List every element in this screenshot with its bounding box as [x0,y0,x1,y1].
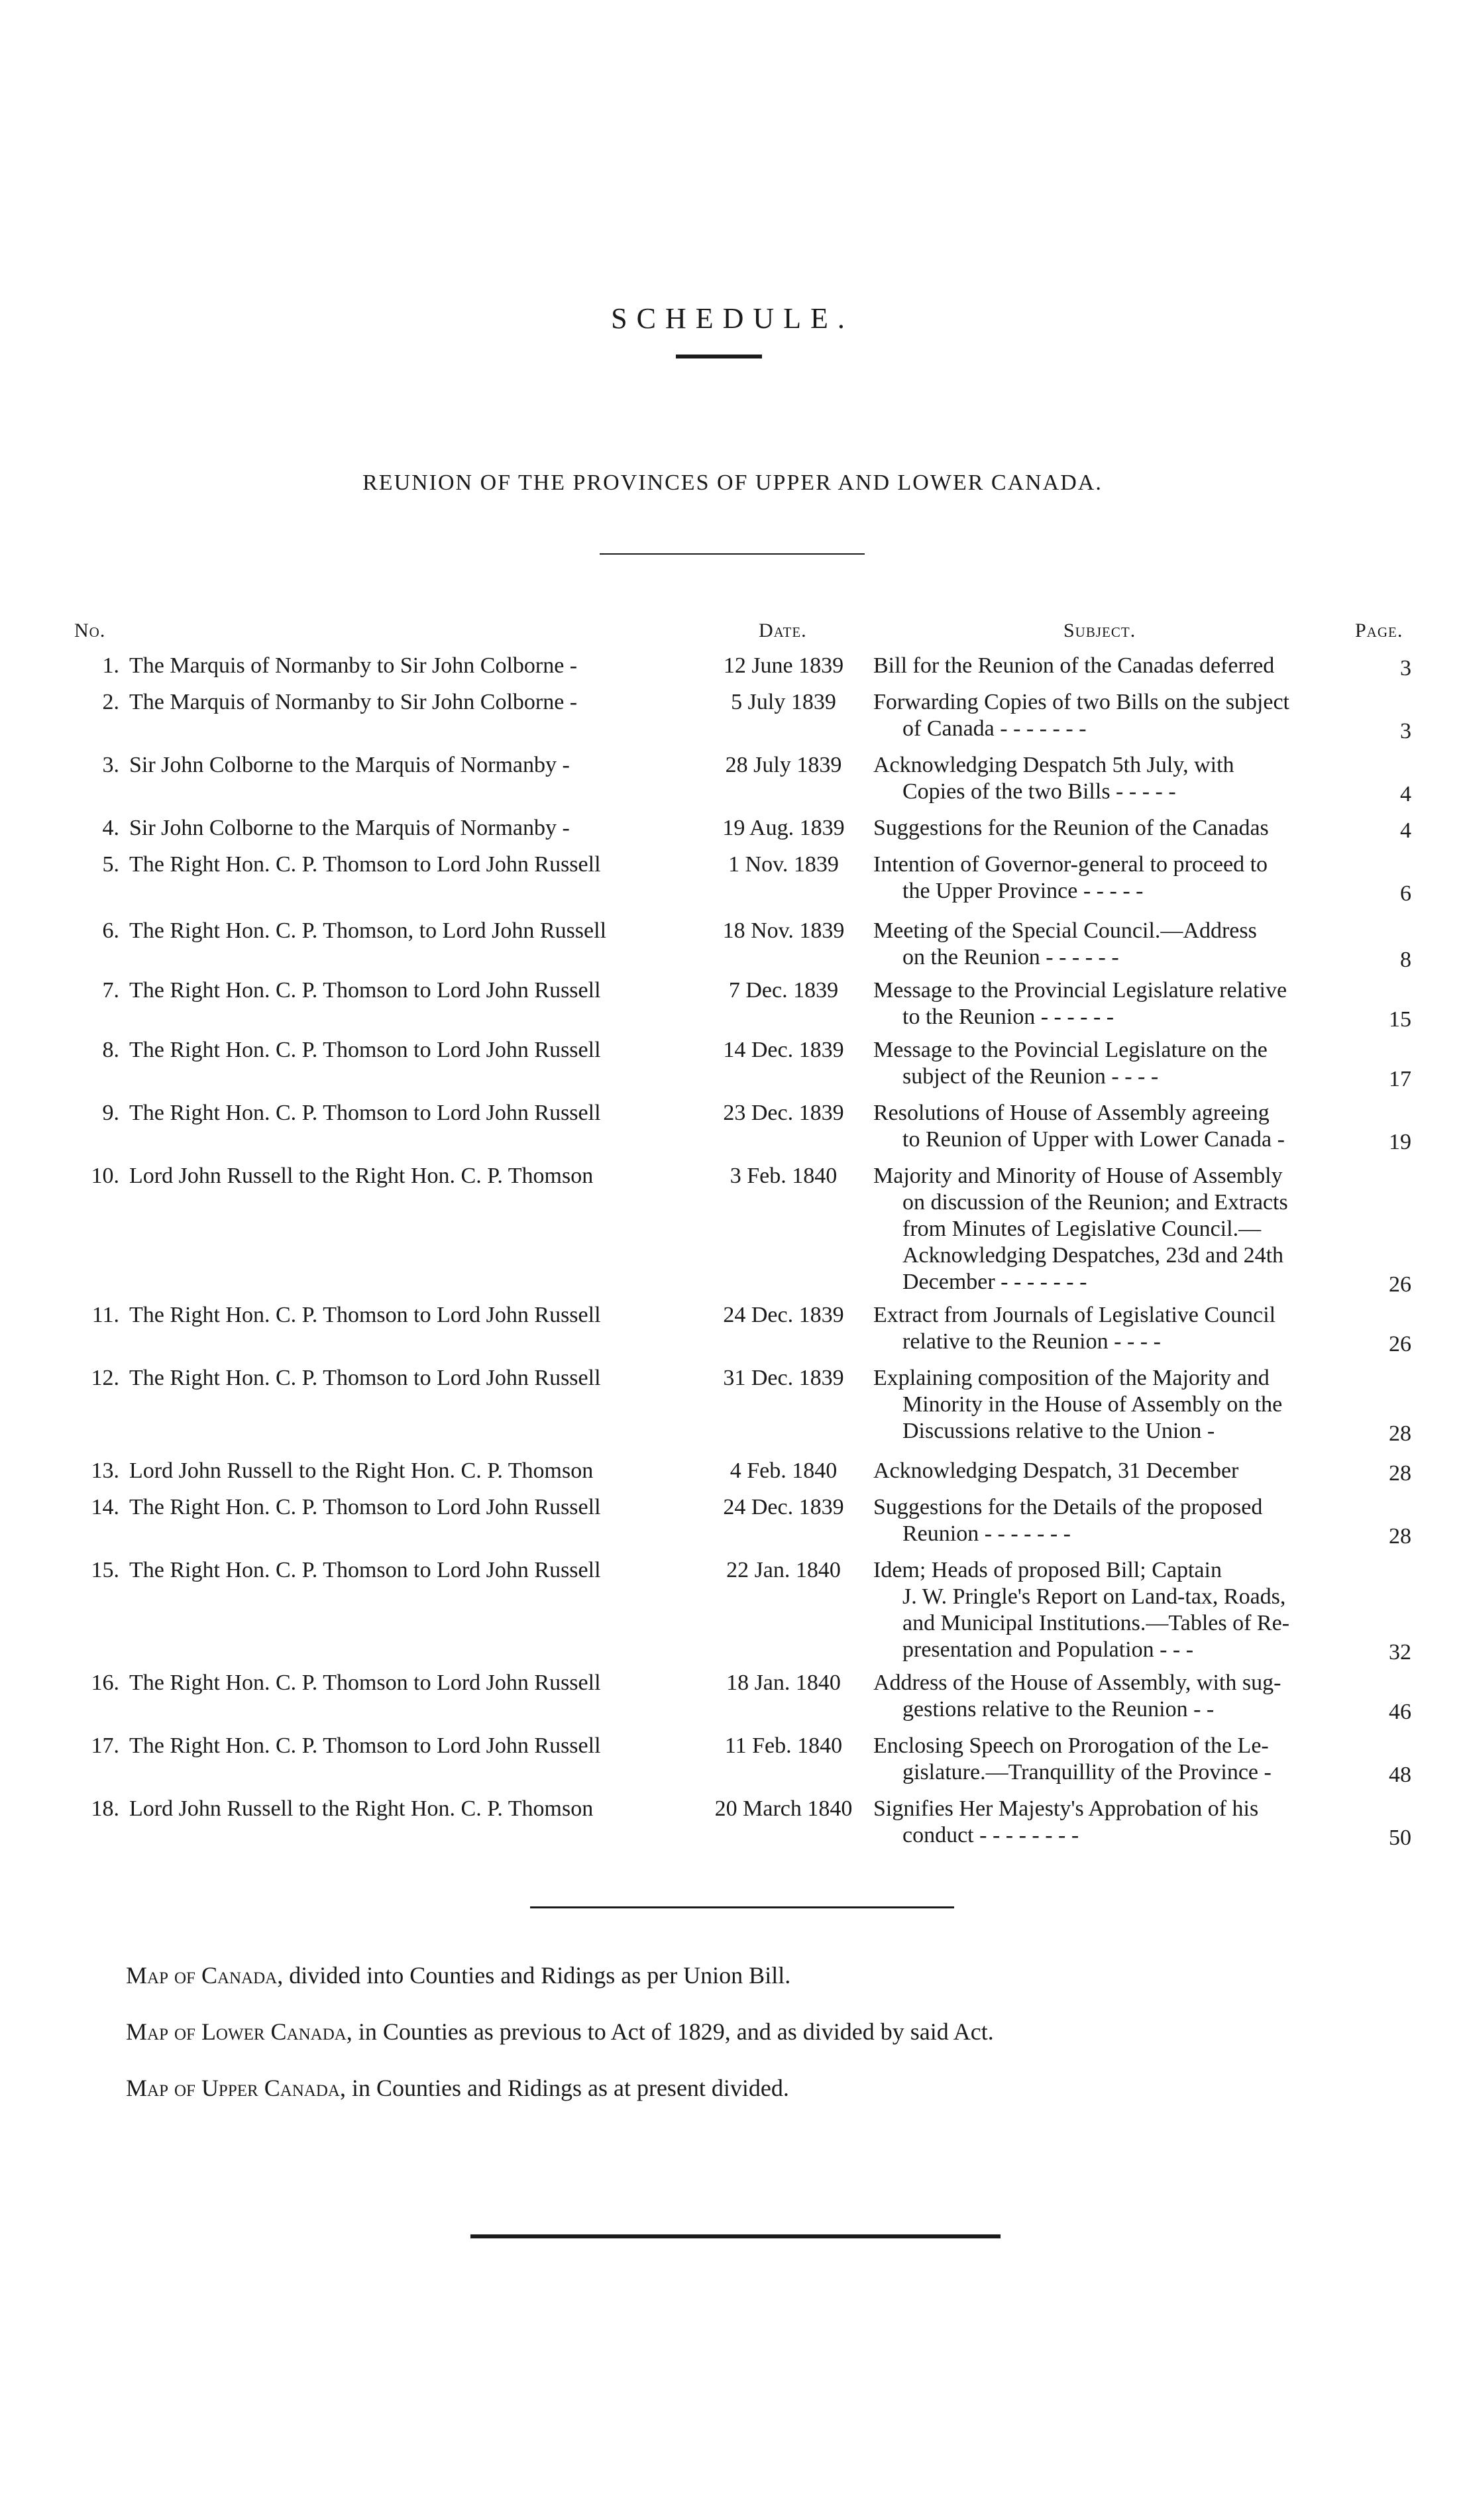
row-page: 3 [1400,656,1411,681]
row-correspondents: Lord John Russell to the Right Hon. C. P. Thomson [129,1458,594,1483]
row-date: 18 Jan. 1840 [726,1671,841,1695]
row-number: 15. [91,1558,119,1582]
subject-line: and Municipal Institutions.—Tables of Re- [902,1611,1290,1635]
row-number: 12. [91,1366,119,1390]
row-number: 11. [91,1303,119,1327]
row-subject [873,752,1364,805]
subject-line: Copies of the two Bills - - - - - [902,779,1176,804]
row-correspondents: Sir John Colborne to the Marquis of Normanby - [129,753,570,777]
subject-line: from Minutes of Legislative Council.— [902,1217,1262,1241]
row-number: 18. [91,1796,119,1821]
row-number: 8. [102,1038,119,1062]
row-date: 24 Dec. 1839 [723,1495,844,1519]
row-page: 3 [1400,719,1411,743]
row-number: 16. [91,1671,119,1695]
subject-line: Explaining composition of the Majority and [873,1366,1270,1390]
subject-line: Discussions relative to the Union - [902,1419,1215,1443]
row-correspondents: The Right Hon. C. P. Thomson to Lord John Russell [129,1366,601,1390]
row-date: 28 July 1839 [725,753,842,777]
row-date: 14 Dec. 1839 [723,1038,844,1062]
subject-line: Acknowledging Despatch, 31 December [873,1458,1239,1483]
row-correspondents: Lord John Russell to the Right Hon. C. P. Thomson [129,1796,594,1821]
row-subject [873,918,1364,971]
row-number: 1. [102,653,119,678]
row-page: 28 [1389,1524,1411,1549]
row-date: 7 Dec. 1839 [728,978,839,1003]
subject-line: Suggestions for the Reunion of the Canadas [873,816,1269,840]
row-number: 5. [102,852,119,877]
row-page: 4 [1400,818,1411,843]
header-page: Page. [1355,620,1403,641]
page-title: SCHEDULE. [611,302,854,335]
row-page: 28 [1389,1461,1411,1486]
subject-line: presentation and Population - - - [902,1637,1194,1662]
row-date: 1 Nov. 1839 [728,852,839,877]
subject-line: relative to the Reunion - - - - [902,1329,1161,1354]
map-place: Upper Canada, [201,2075,352,2101]
subject-line: Reunion - - - - - - - [902,1521,1071,1546]
subject-line: Message to the Provincial Legislature relative [873,978,1287,1003]
row-subject [873,1796,1364,1849]
row-subject [873,1733,1364,1786]
row-subject [873,653,1364,679]
row-subject [873,1494,1364,1547]
row-page: 48 [1389,1763,1411,1787]
header-date: Date. [759,620,807,641]
subject-line: the Upper Province - - - - - [902,879,1144,903]
subject-line: to Reunion of Upper with Lower Canada - [902,1127,1285,1152]
row-number: 9. [102,1101,119,1125]
row-subject [873,1365,1364,1445]
row-page: 46 [1389,1700,1411,1724]
subject-line: December - - - - - - - [902,1270,1087,1294]
subject-line: to the Reunion - - - - - - [902,1005,1114,1029]
row-correspondents: Lord John Russell to the Right Hon. C. P. Thomson [129,1164,594,1188]
row-page: 19 [1389,1130,1411,1154]
row-date: 22 Jan. 1840 [726,1558,841,1582]
row-date: 4 Feb. 1840 [730,1458,838,1483]
row-correspondents: Sir John Colborne to the Marquis of Normanby - [129,816,570,840]
row-subject [873,815,1364,842]
row-page: 6 [1400,881,1411,906]
row-date: 11 Feb. 1840 [724,1733,843,1758]
row-correspondents: The Right Hon. C. P. Thomson to Lord John Russell [129,1101,601,1125]
row-page: 50 [1389,1826,1411,1850]
row-subject [873,851,1364,904]
row-date: 12 June 1839 [723,653,844,678]
row-page: 4 [1400,782,1411,806]
row-page: 15 [1389,1007,1411,1032]
row-correspondents: The Right Hon. C. P. Thomson to Lord John Russell [129,1558,601,1582]
header-subject: Subject. [1063,620,1136,641]
subject-line: Intention of Governor-general to proceed to [873,852,1268,877]
row-subject [873,1670,1364,1723]
row-subject [873,1557,1364,1663]
subject-line: Suggestions for the Details of the proposed [873,1495,1263,1519]
map-description: in Counties as previous to Act of 1829, and as divided by said Act. [358,2018,994,2045]
map-entry [126,1961,790,1989]
subject-line: Resolutions of House of Assembly agreeing [873,1101,1270,1125]
row-correspondents: The Right Hon. C. P. Thomson to Lord John Russell [129,1671,601,1695]
subject-line: gestions relative to the Reunion - - [902,1697,1215,1722]
row-subject [873,689,1364,742]
subject-line: Signifies Her Majesty's Approbation of his [873,1796,1259,1821]
row-date: 18 Nov. 1839 [722,918,845,943]
row-subject [873,977,1364,1030]
row-subject [873,1458,1364,1484]
row-number: 4. [102,816,119,840]
map-place: Lower Canada, [201,2018,358,2045]
row-page: 17 [1389,1067,1411,1091]
subject-line: on the Reunion - - - - - - [902,945,1119,969]
row-number: 17. [91,1733,119,1758]
subject-line: Address of the House of Assembly, with sug- [873,1671,1281,1695]
row-date: 31 Dec. 1839 [723,1366,844,1390]
row-correspondents: The Right Hon. C. P. Thomson to Lord John Russell [129,1303,601,1327]
page-subtitle: REUNION OF THE PROVINCES OF UPPER AND LOWER CANADA. [362,470,1103,495]
row-subject [873,1163,1364,1295]
row-subject [873,1037,1364,1090]
subject-line: Minority in the House of Assembly on the [902,1392,1283,1417]
row-number: 7. [102,978,119,1003]
row-page: 26 [1389,1272,1411,1297]
subject-line: subject of the Reunion - - - - [902,1064,1159,1089]
row-correspondents: The Marquis of Normanby to Sir John Colborne - [129,690,578,714]
row-correspondents: The Right Hon. C. P. Thomson to Lord John Russell [129,1733,601,1758]
row-date: 20 March 1840 [714,1796,853,1821]
subject-line: on discussion of the Reunion; and Extracts [902,1190,1288,1215]
row-number: 2. [102,690,119,714]
row-date: 24 Dec. 1839 [723,1303,844,1327]
map-description: divided into Counties and Ridings as per Union Bill. [289,1962,791,1989]
row-number: 10. [91,1164,119,1188]
row-subject [873,1100,1364,1153]
map-lead: Map of [126,1962,201,1989]
row-correspondents: The Right Hon. C. P. Thomson, to Lord John Russell [129,918,607,943]
row-page: 32 [1389,1640,1411,1665]
footer-rule [470,2234,1001,2238]
header-no: No. [74,620,106,641]
subject-line: conduct - - - - - - - - [902,1823,1079,1847]
map-entry [126,2074,789,2102]
row-date: 23 Dec. 1839 [723,1101,844,1125]
subject-line: gislature.—Tranquillity of the Province - [902,1760,1272,1784]
row-date: 3 Feb. 1840 [730,1164,838,1188]
subject-line: Meeting of the Special Council.—Address [873,918,1257,943]
row-correspondents: The Right Hon. C. P. Thomson to Lord John Russell [129,1495,601,1519]
subject-line: Message to the Povincial Legislature on the [873,1038,1268,1062]
subject-line: Acknowledging Despatches, 23d and 24th [902,1243,1284,1268]
row-page: 28 [1389,1421,1411,1446]
row-date: 5 July 1839 [731,690,836,714]
subject-line: Forwarding Copies of two Bills on the subject [873,690,1290,714]
row-subject [873,1302,1364,1355]
row-number: 13. [91,1458,119,1483]
subject-line: Bill for the Reunion of the Canadas deferred [873,653,1275,678]
row-number: 3. [102,753,119,777]
title-underline [676,355,762,358]
maps-rule [530,1906,954,1908]
subject-line: J. W. Pringle's Report on Land-tax, Roads, [902,1584,1286,1609]
subject-line: Enclosing Speech on Prorogation of the Le- [873,1733,1269,1758]
map-description: in Counties and Ridings as at present divided. [351,2075,789,2101]
subject-line: of Canada - - - - - - - [902,716,1087,741]
map-entry [126,2018,994,2046]
subject-line: Majority and Minority of House of Assembly [873,1164,1283,1188]
row-date: 19 Aug. 1839 [722,816,845,840]
subject-line: Acknowledging Despatch 5th July, with [873,753,1234,777]
subject-line: Idem; Heads of proposed Bill; Captain [873,1558,1222,1582]
map-lead: Map of [126,2018,201,2045]
row-correspondents: The Right Hon. C. P. Thomson to Lord John Russell [129,852,601,877]
row-number: 6. [102,918,119,943]
row-number: 14. [91,1495,119,1519]
subject-line: Extract from Journals of Legislative Council [873,1303,1276,1327]
row-correspondents: The Marquis of Normanby to Sir John Colborne - [129,653,578,678]
row-page: 8 [1400,948,1411,972]
map-place: Canada, [201,1962,290,1989]
row-page: 26 [1389,1332,1411,1356]
row-correspondents: The Right Hon. C. P. Thomson to Lord John Russell [129,1038,601,1062]
row-correspondents: The Right Hon. C. P. Thomson to Lord John Russell [129,978,601,1003]
map-lead: Map of [126,2075,201,2101]
subtitle-rule [600,553,865,555]
